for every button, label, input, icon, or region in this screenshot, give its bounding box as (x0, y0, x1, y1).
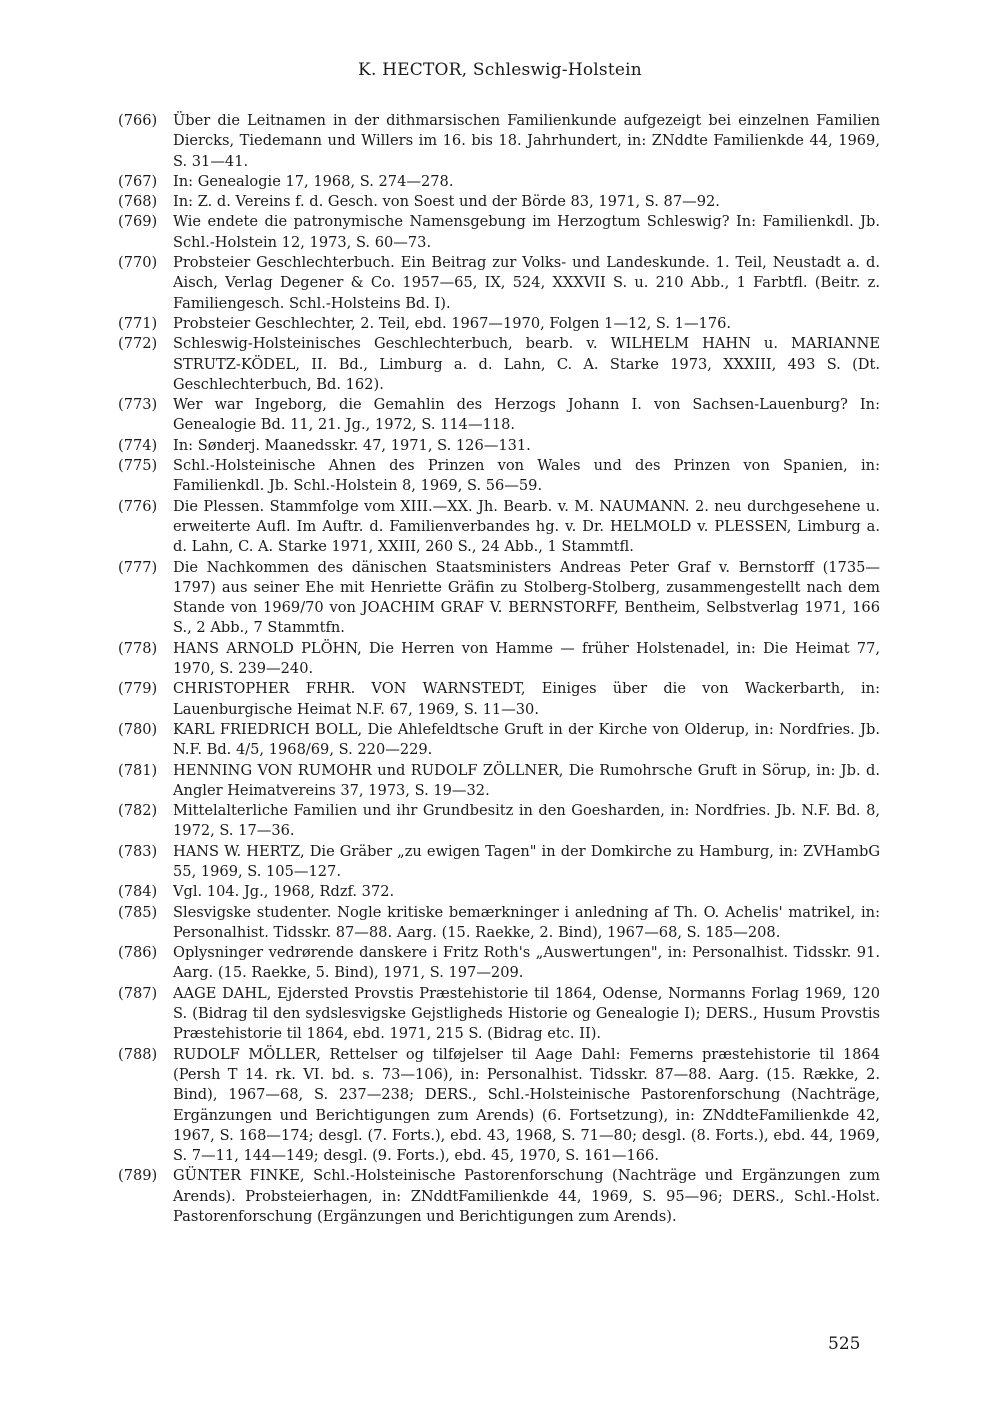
entry-number: (771) (118, 314, 158, 332)
entry-text: Schleswig-Holsteinisches Geschlechterbuch, bearb. v. WILHELM HAHN u. MARIANNE STRUTZ-KÖDEL, II. Bd., Limburg a. d. Lahn, C. A. Starke 1973, XXXIII, 493 S. (Dt. Geschlechterbuch, Bd. 162). (173, 335, 880, 393)
bibliography-entry (118, 1166, 880, 1227)
entry-text: Die Nachkommen des dänischen Staatsministers Andreas Peter Graf v. Bernstorff (1735—1797) aus seiner Ehe mit Henriette Gräfin zu Stolberg-Stolberg, zusammengestellt nach dem Stande von 1969/70 von JOACHIM GRAF V. BERNSTORFF, Bentheim, Selbstverlag 1971, 166 S., 2 Abb., 7 Stammtfn. (173, 558, 880, 637)
entry-text: In: Z. d. Vereins f. d. Gesch. von Soest und der Börde 83, 1971, S. 87—92. (173, 193, 720, 211)
entry-text: Probsteier Geschlechter, 2. Teil, ebd. 1967—1970, Folgen 1—12, S. 1—176. (173, 314, 732, 332)
entry-number: (776) (118, 497, 158, 515)
entry-number: (767) (118, 172, 158, 190)
entry-text: Slesvigske studenter. Nogle kritiske bemærkninger i anledning af Th. O. Achelis' matrikel, in: Personalhist. Tidsskr. 87—88. Aarg. (15. Raekke, 2. Bind), 1967—68, S. 185—208. (173, 903, 880, 941)
entry-number: (766) (118, 112, 158, 129)
bibliography-entry (118, 801, 880, 842)
entry-text: GÜNTER FINKE, Schl.-Holsteinische Pastorenforschung (Nachträge und Ergänzungen zum Arends). Probsteierhagen, in: ZNddtFamilienkde 44, 1969, S. 95—96; DERS., Schl.-Holst. Pastorenforschung (Ergänzungen und Berichtigungen zum Arends). (173, 1167, 880, 1226)
bibliography-entry (118, 842, 880, 883)
bibliography-entry (118, 903, 880, 944)
bibliography-entry (118, 761, 880, 802)
entry-number: (777) (118, 558, 158, 576)
bibliography-entry (118, 558, 880, 639)
entry-text: Schl.-Holsteinische Ahnen des Prinzen von Wales und des Prinzen von Spanien, in: Familienkdl. Jb. Schl.-Holstein 8, 1969, S. 56—59. (173, 457, 880, 495)
entry-number: (785) (118, 903, 158, 921)
bibliography-entry (118, 456, 880, 497)
entry-number: (782) (118, 802, 158, 820)
bibliography-entry (118, 172, 880, 192)
entry-text: In: Sønderj. Maanedsskr. 47, 1971, S. 126—131. (173, 436, 531, 454)
bibliography-entry (118, 943, 880, 984)
entry-text: Oplysninger vedrørende danskere i Fritz Roth's „Auswertungen", in: Personalhist. Tidsskr. 91. Aarg. (15. Raekke, 5. Bind), 1971, S. 197—209. (173, 944, 880, 982)
bibliography-list (118, 111, 880, 1227)
entry-number: (789) (118, 1167, 158, 1185)
bibliography-entry (118, 253, 880, 314)
entry-number: (786) (118, 944, 158, 962)
entry-text: Probsteier Geschlechterbuch. Ein Beitrag zur Volks- und Landeskunde. 1. Teil, Neustadt a. d. Aisch, Verlag Degener & Co. 1957—65, IX, 524, XXXVII S. u. 210 Abb., 1 Farbtfl. (Beitr. z. Familiengesch. Schl.-Holsteins Bd. I). (173, 254, 880, 312)
bibliography-entry (118, 679, 880, 720)
entry-number: (774) (118, 436, 158, 454)
bibliography-entry (118, 111, 880, 172)
bibliography-entry (118, 314, 880, 334)
entry-number: (780) (118, 720, 158, 738)
entry-text: Über die Leitnamen in der dithmarsischen Familienkunde aufgezeigt bei einzelnen Familien Diercks, Tiedemann und Willers im 16. bis 18. Jahrhundert, in: ZNddte Familienkde 44, 1969, S. 31—41. (173, 112, 880, 170)
entry-text: CHRISTOPHER FRHR. VON WARNSTEDT, Einiges über die von Wackerbarth, in: Lauenburgische Heimat N.F. 67, 1969, S. 11—30. (173, 680, 880, 718)
entry-text: HANS W. HERTZ, Die Gräber „zu ewigen Tagen" in der Domkirche zu Hamburg, in: ZVHambG 55, 1969, S. 105—127. (173, 842, 880, 880)
entry-number: (775) (118, 457, 158, 475)
entry-number: (779) (118, 680, 158, 698)
entry-text: Wer war Ingeborg, die Gemahlin des Herzogs Johann I. von Sachsen-Lauenburg? In: Genealogie Bd. 11, 21. Jg., 1972, S. 114—118. (173, 396, 880, 434)
entry-number: (784) (118, 883, 158, 901)
entry-number: (787) (118, 984, 158, 1002)
bibliography-entry (118, 192, 880, 212)
entry-number: (781) (118, 761, 158, 779)
entry-text: HANS ARNOLD PLÖHN, Die Herren von Hamme — früher Holstenadel, in: Die Heimat 77, 1970, S. 239—240. (173, 639, 880, 678)
bibliography-entry (118, 1045, 880, 1167)
entry-number: (773) (118, 396, 158, 414)
running-head: K. HECTOR, Schleswig-Holstein (358, 60, 642, 80)
entry-text: RUDOLF MÖLLER, Rettelser og tilføjelser til Aage Dahl: Femerns præstehistorie til 1864 (Persh T 14. rk. VI. bd. s. 73—106), in: Personalhist. Tidsskr. 87—88. Aarg. (15. Række, 2. Bind), 1967—68, S. 237—238; DERS., Schl.-Holsteinische Pastorenforschung (Nachträge, Ergänzungen und Berichtigungen zum Arends) (6. Fortsetzung), in: ZNddteFamilienkde 42, 1967, S. 168—174; desgl. (7. Forts.), ebd. 43, 1968, S. 71—80; desgl. (8. Forts.), ebd. 44, 1969, S. 7—11, 144—149; desgl. (9. Forts.), ebd. 45, 1970, S. 161—166. (173, 1045, 880, 1165)
entry-text: Die Plessen. Stammfolge vom XIII.—XX. Jh. Bearb. v. M. NAUMANN. 2. neu durchgesehene u. erweiterte Aufl. Im Auftr. d. Familienverbandes hg. v. Dr. HELMOLD v. PLESSEN, Limburg a. d. Lahn, C. A. Starke 1971, XXIII, 260 S., 24 Abb., 1 Stammtfl. (173, 497, 880, 556)
entry-text: AAGE DAHL, Ejdersted Provstis Præstehistorie til 1864, Odense, Normanns Forlag 1969, 120 S. (Bidrag til den sydslesvigske Gejstligheds Historie og Genealogie I); DERS., Husum Provstis Præstehistorie til 1864, ebd. 1971, 215 S. (Bidrag etc. II). (173, 984, 880, 1043)
bibliography-entry (118, 720, 880, 761)
page-number: 525 (828, 1334, 861, 1354)
bibliography-entry (118, 497, 880, 558)
entry-number: (770) (118, 254, 158, 272)
entry-text: Wie endete die patronymische Namensgebung im Herzogtum Schleswig? In: Familienkdl. Jb. Schl.-Holstein 12, 1973, S. 60—73. (173, 213, 880, 251)
entry-text: HENNING VON RUMOHR und RUDOLF ZÖLLNER, Die Rumohrsche Gruft in Sörup, in: Jb. d. Angler Heimatvereins 37, 1973, S. 19—32. (173, 761, 880, 799)
entry-number: (778) (118, 639, 158, 657)
entry-text: KARL FRIEDRICH BOLL, Die Ahlefeldtsche Gruft in der Kirche von Olderup, in: Nordfries. Jb. N.F. Bd. 4/5, 1968/69, S. 220—229. (173, 720, 880, 759)
bibliography-entry (118, 395, 880, 436)
entry-text: In: Genealogie 17, 1968, S. 274—278. (173, 172, 454, 190)
bibliography-entry (118, 334, 880, 395)
entry-number: (772) (118, 335, 158, 353)
entry-number: (788) (118, 1045, 158, 1063)
entry-text: Mittelalterliche Familien und ihr Grundbesitz in den Goesharden, in: Nordfries. Jb. N.F. Bd. 8, 1972, S. 17—36. (173, 802, 880, 840)
bibliography-entry (118, 212, 880, 253)
bibliography-entry (118, 436, 880, 456)
entry-text: Vgl. 104. Jg., 1968, Rdzf. 372. (173, 883, 395, 901)
entry-number: (769) (118, 213, 158, 231)
bibliography-entry (118, 639, 880, 680)
entry-number: (783) (118, 842, 158, 860)
entry-number: (768) (118, 193, 158, 211)
bibliography-entry (118, 984, 880, 1045)
bibliography-entry (118, 882, 880, 902)
